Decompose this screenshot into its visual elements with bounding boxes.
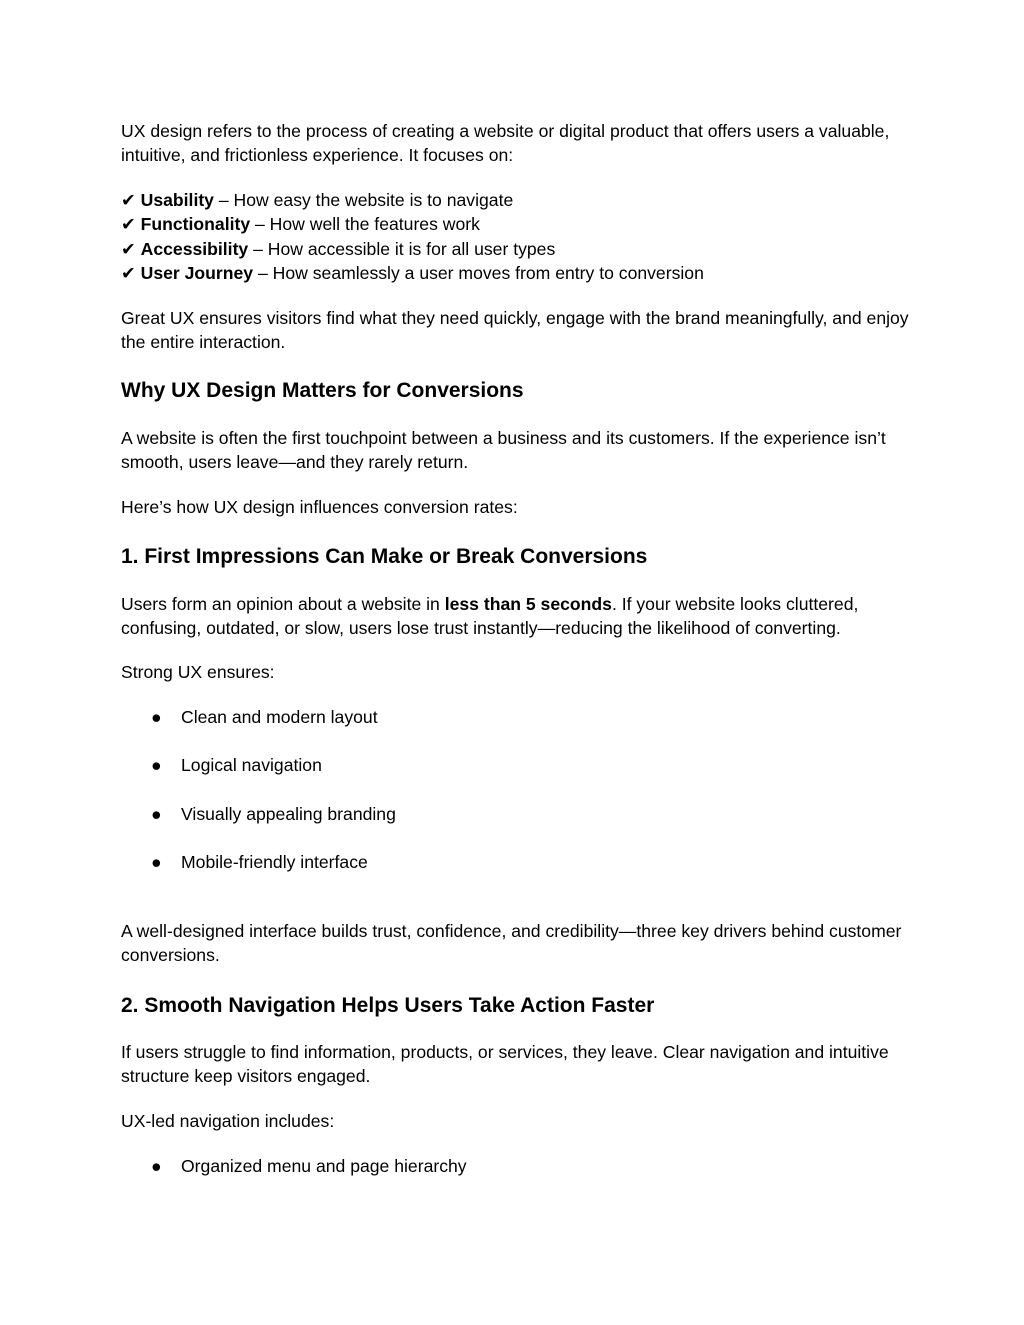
first-paragraph-3: A well-designed interface builds trust, confidence, and credibility—three key drivers behind customer conversions. bbox=[121, 921, 902, 966]
checklist-item: ✔ Functionality – How well the features work bbox=[121, 214, 480, 235]
list-item: ● Mobile-friendly interface bbox=[151, 850, 368, 874]
heading-smooth-navigation: 2. Smooth Navigation Helps Users Take Action Faster bbox=[121, 994, 655, 1017]
intro-paragraph: UX design refers to the process of creating a website or digital product that offers users a valuable, intuitive, and frictionless experience. It focuses on: bbox=[121, 121, 890, 166]
bullet-icon: ● bbox=[151, 804, 162, 824]
list-item: ● Organized menu and page hierarchy bbox=[151, 1154, 467, 1178]
nav-paragraph-1: If users struggle to find information, products, or services, they leave. Clear navigation and intuitive structure keep visitors engaged. bbox=[121, 1042, 889, 1087]
first-paragraph-1: Users form an opinion about a website in less than 5 seconds. If your website looks cluttered, confusing, outdated, or slow, users lose trust instantly—reducing the likelihood of converting. bbox=[121, 594, 859, 639]
great-ux-paragraph: Great UX ensures visitors find what they need quickly, engage with the brand meaningfully, and enjoy the entire interaction. bbox=[121, 308, 909, 353]
bullet-icon: ● bbox=[151, 707, 162, 727]
heading-why-ux: Why UX Design Matters for Conversions bbox=[121, 379, 524, 402]
why-paragraph-2: Here’s how UX design influences conversion rates: bbox=[121, 497, 518, 517]
list-item: ● Logical navigation bbox=[151, 753, 322, 777]
checkmark-icon: ✔ bbox=[121, 238, 136, 259]
bullet-icon: ● bbox=[151, 1156, 162, 1176]
why-paragraph-1: A website is often the first touchpoint between a business and its customers. If the experience isn’t smooth, users leave—and they rarely return. bbox=[121, 428, 886, 473]
checklist-item: ✔ Usability – How easy the website is to navigate bbox=[121, 190, 514, 210]
checkmark-icon: ✔ bbox=[121, 214, 136, 235]
checklist-item: ✔ User Journey – How seamlessly a user moves from entry to conversion bbox=[121, 263, 704, 284]
list-item: ● Clean and modern layout bbox=[151, 705, 378, 729]
checkmark-icon: ✔ bbox=[121, 263, 136, 284]
bullet-icon: ● bbox=[151, 852, 162, 872]
ux-focus-checklist bbox=[121, 188, 911, 286]
checklist-item: ✔ Accessibility – How accessible it is for all user types bbox=[121, 238, 556, 259]
first-paragraph-2: Strong UX ensures: bbox=[121, 662, 275, 682]
list-item: ● Visually appealing branding bbox=[151, 802, 396, 826]
checkmark-icon: ✔ bbox=[121, 190, 136, 210]
heading-first-impressions: 1. First Impressions Can Make or Break Conversions bbox=[121, 545, 648, 568]
bullet-icon: ● bbox=[151, 755, 162, 775]
nav-paragraph-2: UX-led navigation includes: bbox=[121, 1111, 335, 1131]
